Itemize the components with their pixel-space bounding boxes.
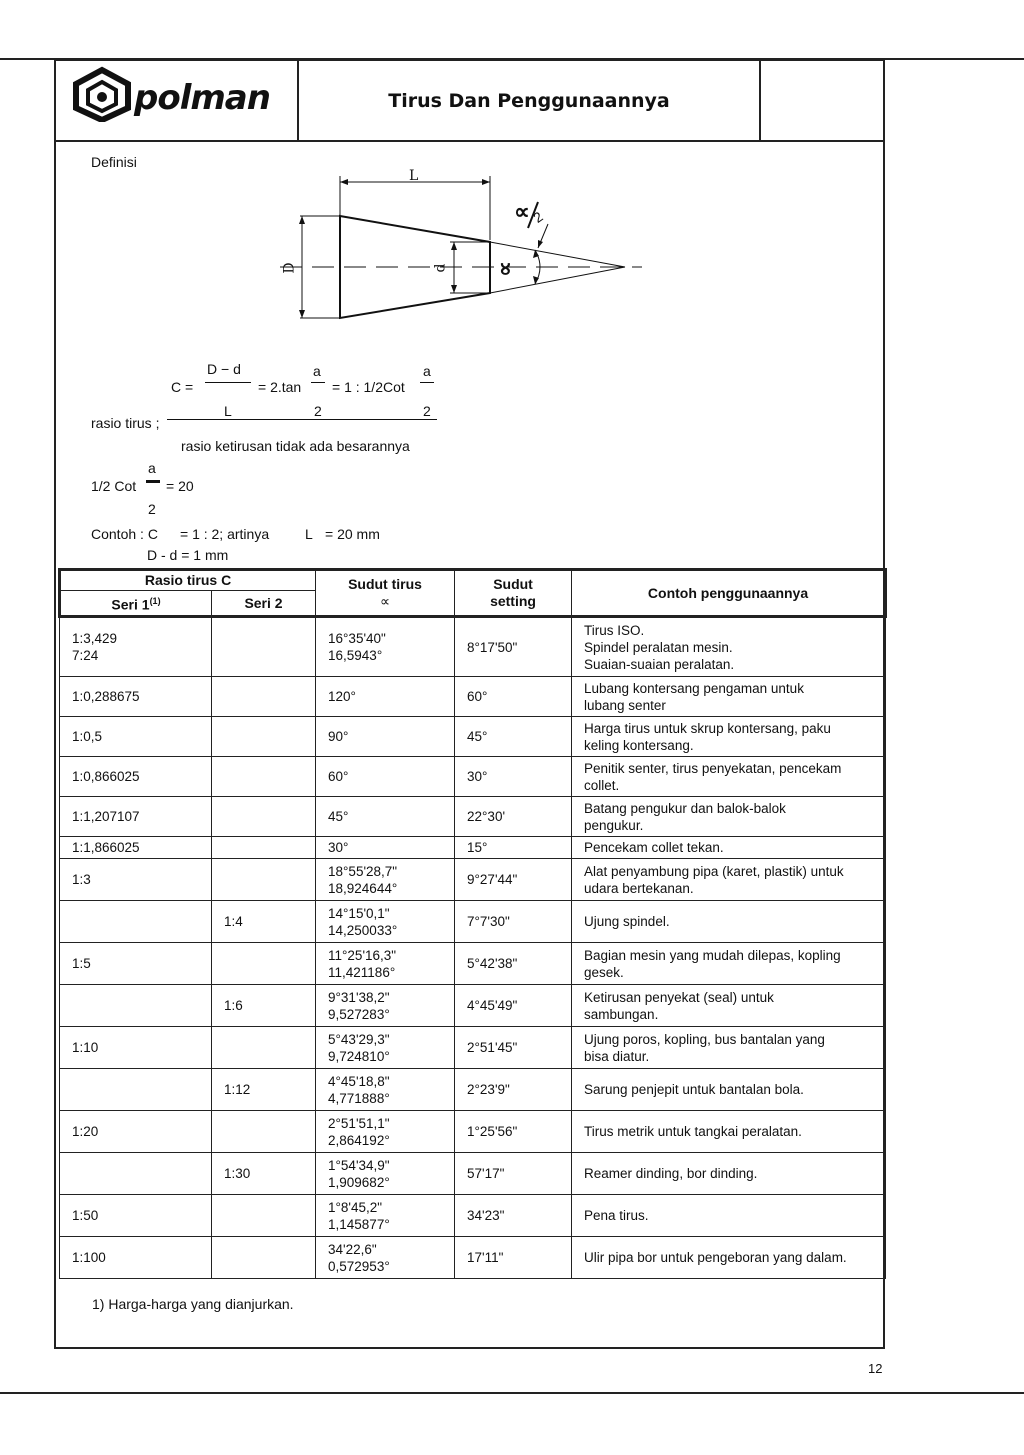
formula-frac1-num: D − d: [207, 361, 241, 377]
cell-setting: 1°25'56": [455, 1111, 572, 1153]
cell-contoh: [572, 901, 886, 943]
cell-sudut-line: 1,909682°: [328, 1174, 390, 1190]
diagram-label-D: D: [281, 262, 298, 274]
example-line1-d: = 20 mm: [325, 526, 380, 542]
header-setting-label-1: Sudut: [493, 576, 533, 592]
cell-seri1: [60, 677, 212, 717]
cell-sudut: [316, 757, 455, 797]
cell-sudut-line: 4,771888°: [328, 1090, 390, 1106]
cell-seri2: 1:6: [212, 985, 316, 1027]
cell-seri1: [60, 859, 212, 901]
header-rasio: Rasio tirus C: [60, 570, 316, 591]
cell-contoh-line: Pena tirus.: [584, 1208, 649, 1223]
cell-sudut-line: 11°25'16,3": [328, 947, 397, 963]
definition-heading: Definisi: [91, 154, 137, 170]
cell-sudut-line: 1°54'34,9": [328, 1157, 390, 1173]
cell-sudut-line: 18,924644°: [328, 880, 398, 896]
cell-sudut: [316, 837, 455, 859]
table-row: [60, 985, 886, 1027]
cell-setting: 17'11": [455, 1237, 572, 1279]
formula-eq3: = 1 : 1/2Cot: [332, 379, 405, 395]
table-row: [60, 617, 886, 677]
cell-setting: 5°42'38": [455, 943, 572, 985]
header-sudut-label: Sudut tirus: [348, 576, 422, 592]
cell-contoh-line: Reamer dinding, bor dinding.: [584, 1166, 758, 1181]
cell-seri2: [212, 617, 316, 677]
page-title: Tirus Dan Penggunaannya: [388, 90, 670, 112]
cell-seri2: [212, 797, 316, 837]
cell-seri1-line: 1:0,288675: [72, 689, 140, 704]
cell-contoh: [572, 1195, 886, 1237]
formula-frac2-den: 2: [314, 403, 322, 419]
cell-sudut-line: 16°35'40": [328, 631, 386, 646]
cell-contoh-line: Alat penyambung pipa (karet, plastik) untuk: [584, 863, 844, 879]
cell-seri2: [212, 837, 316, 859]
table-row: [60, 943, 886, 985]
cell-seri1-line: 1:3: [72, 872, 91, 887]
cell-contoh: [572, 1111, 886, 1153]
cell-contoh: [572, 797, 886, 837]
cell-sudut: [316, 1153, 455, 1195]
formula-lhs: C =: [171, 379, 194, 395]
bottom-rule: [0, 1392, 1024, 1394]
cell-contoh-line: keling kontersang.: [584, 737, 694, 753]
half-cot-den: 2: [148, 501, 156, 517]
cell-contoh-line: Ujung spindel.: [584, 914, 670, 929]
cell-setting: 9°27'44": [455, 859, 572, 901]
cell-seri1-line: 1:1,866025: [72, 840, 140, 855]
cell-contoh: [572, 717, 886, 757]
diagram-label-alpha: ∝: [491, 261, 517, 277]
cell-sudut-line: 30°: [328, 840, 349, 855]
cell-sudut-line: 5°43'29,3": [328, 1031, 390, 1047]
diagram-label-alpha-half-num: ∝: [514, 199, 530, 224]
cell-sudut: [316, 1195, 455, 1237]
cell-seri2: [212, 859, 316, 901]
cell-seri1: [60, 1027, 212, 1069]
half-cot-value: = 20: [166, 478, 194, 494]
cell-contoh: [572, 1237, 886, 1279]
cell-contoh: [572, 1069, 886, 1111]
cell-seri1: [60, 617, 212, 677]
ratio-main-bar: [167, 419, 437, 420]
cell-sudut-line: 34'22,6": [328, 1241, 377, 1257]
cell-contoh-line: Suaian-suaian peralatan.: [584, 656, 735, 672]
formula-frac3-num: a: [423, 363, 431, 379]
cell-seri2: [212, 757, 316, 797]
cell-seri1: [60, 757, 212, 797]
cell-setting: 4°45'49": [455, 985, 572, 1027]
cell-seri1-line: 7:24: [72, 648, 99, 663]
cell-sudut-line: 2,864192°: [328, 1132, 390, 1148]
header-sep-1: [297, 59, 299, 141]
table-row: [60, 1237, 886, 1279]
taper-table-body: [60, 617, 886, 1279]
footnote: 1) Harga-harga yang dianjurkan.: [92, 1296, 294, 1312]
cell-sudut: [316, 797, 455, 837]
half-cot-label: 1/2 Cot: [91, 478, 137, 494]
cell-sudut-line: 9°31'38,2": [328, 989, 390, 1005]
cell-contoh-line: Sarung penjepit untuk bantalan bola.: [584, 1082, 804, 1097]
cell-seri2: [212, 717, 316, 757]
cell-setting: 8°17'50": [455, 617, 572, 677]
table-row: [60, 1111, 886, 1153]
formula-eq2: = 2.tan: [258, 379, 302, 395]
cell-seri1-line: 1:5: [72, 956, 91, 971]
header-setting: [455, 570, 572, 617]
cell-sudut-line: 90°: [328, 729, 349, 744]
header-seri1-sup: (1): [149, 595, 161, 606]
cell-sudut: [316, 943, 455, 985]
header-sudut: [316, 570, 455, 617]
header-seri1-label: Seri 1: [111, 596, 150, 613]
logo-wordmark: polman: [134, 78, 270, 118]
cell-seri2: 1:12: [212, 1069, 316, 1111]
cell-setting: 60°: [455, 677, 572, 717]
table-row: [60, 1195, 886, 1237]
cell-seri1-line: 1:50: [72, 1208, 99, 1223]
cell-sudut-line: 0,572953°: [328, 1258, 390, 1274]
table-row: [60, 901, 886, 943]
header-seri1: [60, 591, 212, 617]
cell-sudut-line: 45°: [328, 809, 349, 824]
cell-contoh-line: Ulir pipa bor untuk pengeboran yang dalam.: [584, 1250, 847, 1265]
table-row: [60, 677, 886, 717]
cell-seri1-line: 1:100: [72, 1250, 106, 1265]
cell-sudut: [316, 985, 455, 1027]
example-line1-c: L: [305, 526, 313, 542]
taper-table: [58, 568, 887, 1279]
cell-contoh: [572, 943, 886, 985]
formula-frac1-bar: [205, 382, 251, 383]
cell-sudut: [316, 617, 455, 677]
formula-frac2-bar: [311, 382, 325, 383]
cell-contoh-line: Pencekam collet tekan.: [584, 840, 724, 855]
cell-seri1: [60, 1153, 212, 1195]
table-row: [60, 797, 886, 837]
cell-sudut-line: 18°55'28,7": [328, 863, 398, 879]
cell-seri2: [212, 677, 316, 717]
cell-sudut: [316, 677, 455, 717]
cell-sudut-line: 16,5943°: [328, 648, 383, 663]
cell-sudut-line: 4°45'18,8": [328, 1073, 390, 1089]
cell-sudut-line: 11,421186°: [328, 964, 396, 980]
ratio-note: rasio ketirusan tidak ada besarannya: [181, 438, 410, 454]
cell-contoh-line: collet.: [584, 777, 620, 793]
cell-setting: 34'23": [455, 1195, 572, 1237]
cell-contoh-line: Tirus ISO.: [584, 622, 645, 638]
cell-seri1: [60, 901, 212, 943]
cell-contoh: [572, 677, 886, 717]
cell-sudut-line: 9,527283°: [328, 1006, 390, 1022]
page-number: 12: [868, 1361, 883, 1376]
cell-contoh: [572, 617, 886, 677]
cell-seri1-line: 1:0,866025: [72, 769, 140, 784]
cell-setting: 45°: [455, 717, 572, 757]
half-cot-num: a: [148, 460, 156, 476]
cell-seri1: [60, 797, 212, 837]
cell-sudut-line: 60°: [328, 769, 349, 784]
cell-seri2: [212, 1195, 316, 1237]
cell-sudut-line: 14°15'0,1": [328, 905, 390, 921]
diagram-label-d: d: [432, 263, 449, 273]
cell-setting: 15°: [455, 837, 572, 859]
example-line1-b: = 1 : 2; artinya: [180, 526, 270, 542]
cell-contoh-line: Bagian mesin yang mudah dilepas, kopling: [584, 947, 841, 963]
cell-contoh: [572, 837, 886, 859]
cell-contoh-line: pengukur.: [584, 817, 644, 833]
cell-contoh: [572, 757, 886, 797]
table-row: [60, 1069, 886, 1111]
cell-setting: 57'17": [455, 1153, 572, 1195]
cell-seri1: [60, 1111, 212, 1153]
cell-seri1-line: 1:0,5: [72, 729, 103, 744]
cell-contoh-line: bisa diatur.: [584, 1048, 650, 1064]
cell-sudut: [316, 1111, 455, 1153]
cell-contoh: [572, 859, 886, 901]
cell-contoh-line: Harga tirus untuk skrup kontersang, paku: [584, 720, 831, 736]
table-row: [60, 757, 886, 797]
alpha-half-slash-icon: [524, 200, 544, 230]
taper-diagram: [270, 160, 670, 330]
diagram-label-L: L: [409, 168, 419, 184]
header-setting-label-2: setting: [490, 593, 536, 609]
diagram-label-alpha-half-den: 2: [530, 208, 546, 226]
cell-contoh-line: sambungan.: [584, 1006, 659, 1022]
ratio-label: rasio tirus ;: [91, 415, 160, 431]
header-seri2: Seri 2: [212, 591, 316, 617]
cell-seri1: [60, 985, 212, 1027]
cell-contoh-line: Penitik senter, tirus penyekatan, pencekam: [584, 760, 842, 776]
header-sep-2: [759, 59, 761, 141]
cell-contoh-line: Batang pengukur dan balok-balok: [584, 800, 786, 816]
cell-contoh-line: udara bertekanan.: [584, 880, 694, 896]
cell-seri1: [60, 943, 212, 985]
cell-contoh: [572, 1027, 886, 1069]
cell-sudut: [316, 1069, 455, 1111]
cell-contoh-line: lubang senter: [584, 697, 666, 713]
cell-contoh-line: Tirus metrik untuk tangkai peralatan.: [584, 1124, 802, 1139]
table-row: [60, 1153, 886, 1195]
cell-seri1-line: 1:20: [72, 1124, 99, 1139]
cell-sudut: [316, 859, 455, 901]
cell-seri1-line: 1:1,207107: [72, 809, 140, 824]
cell-seri1: [60, 1069, 212, 1111]
cell-contoh: [572, 1153, 886, 1195]
formula-frac3-bar: [420, 382, 434, 383]
table-row: [60, 859, 886, 901]
header-sudut-symbol: ∝: [380, 593, 391, 609]
half-cot-bar: [146, 480, 160, 483]
example-line1-a: Contoh : C: [91, 526, 158, 542]
cell-contoh-line: Spindel peralatan mesin.: [584, 639, 733, 655]
cell-contoh: [572, 985, 886, 1027]
cell-seri2: 1:30: [212, 1153, 316, 1195]
header-contoh: Contoh penggunaannya: [572, 570, 886, 617]
cell-sudut-line: 9,724810°: [328, 1048, 390, 1064]
cell-sudut: [316, 901, 455, 943]
formula-frac1-den: L: [224, 403, 232, 419]
cell-sudut-line: 1,145877°: [328, 1216, 390, 1232]
cell-contoh-line: Lubang kontersang pengaman untuk: [584, 680, 804, 696]
formula-frac3-den: 2: [423, 403, 431, 419]
cell-seri2: [212, 943, 316, 985]
cell-setting: 2°23'9": [455, 1069, 572, 1111]
cell-seri2: [212, 1111, 316, 1153]
cell-sudut: [316, 717, 455, 757]
table-row: [60, 837, 886, 859]
cell-contoh-line: Ketirusan penyekat (seal) untuk: [584, 989, 774, 1005]
cell-sudut-line: 14,250033°: [328, 922, 398, 938]
cell-seri2: [212, 1237, 316, 1279]
cell-seri1: [60, 1195, 212, 1237]
cell-sudut-line: 1°8'45,2": [328, 1199, 383, 1215]
cell-seri2: 1:4: [212, 901, 316, 943]
cell-setting: 2°51'45": [455, 1027, 572, 1069]
cell-sudut: [316, 1237, 455, 1279]
cell-sudut: [316, 1027, 455, 1069]
table-row: [60, 1027, 886, 1069]
cell-seri1-line: 1:3,429: [72, 631, 118, 646]
cell-contoh-line: Ujung poros, kopling, bus bantalan yang: [584, 1031, 825, 1047]
cell-setting: 7°7'30": [455, 901, 572, 943]
cell-setting: 22°30': [455, 797, 572, 837]
example-line2: D - d = 1 mm: [147, 547, 229, 563]
cell-contoh-line: gesek.: [584, 964, 624, 980]
cell-seri1-line: 1:10: [72, 1040, 99, 1055]
cell-setting: 30°: [455, 757, 572, 797]
cell-sudut-line: 120°: [328, 689, 356, 704]
cell-seri1: [60, 717, 212, 757]
table-row: [60, 717, 886, 757]
cell-seri2: [212, 1027, 316, 1069]
cell-seri1: [60, 837, 212, 859]
cell-seri1: [60, 1237, 212, 1279]
formula-frac2-num: a: [313, 363, 321, 379]
cell-sudut-line: 2°51'51,1": [328, 1115, 390, 1131]
